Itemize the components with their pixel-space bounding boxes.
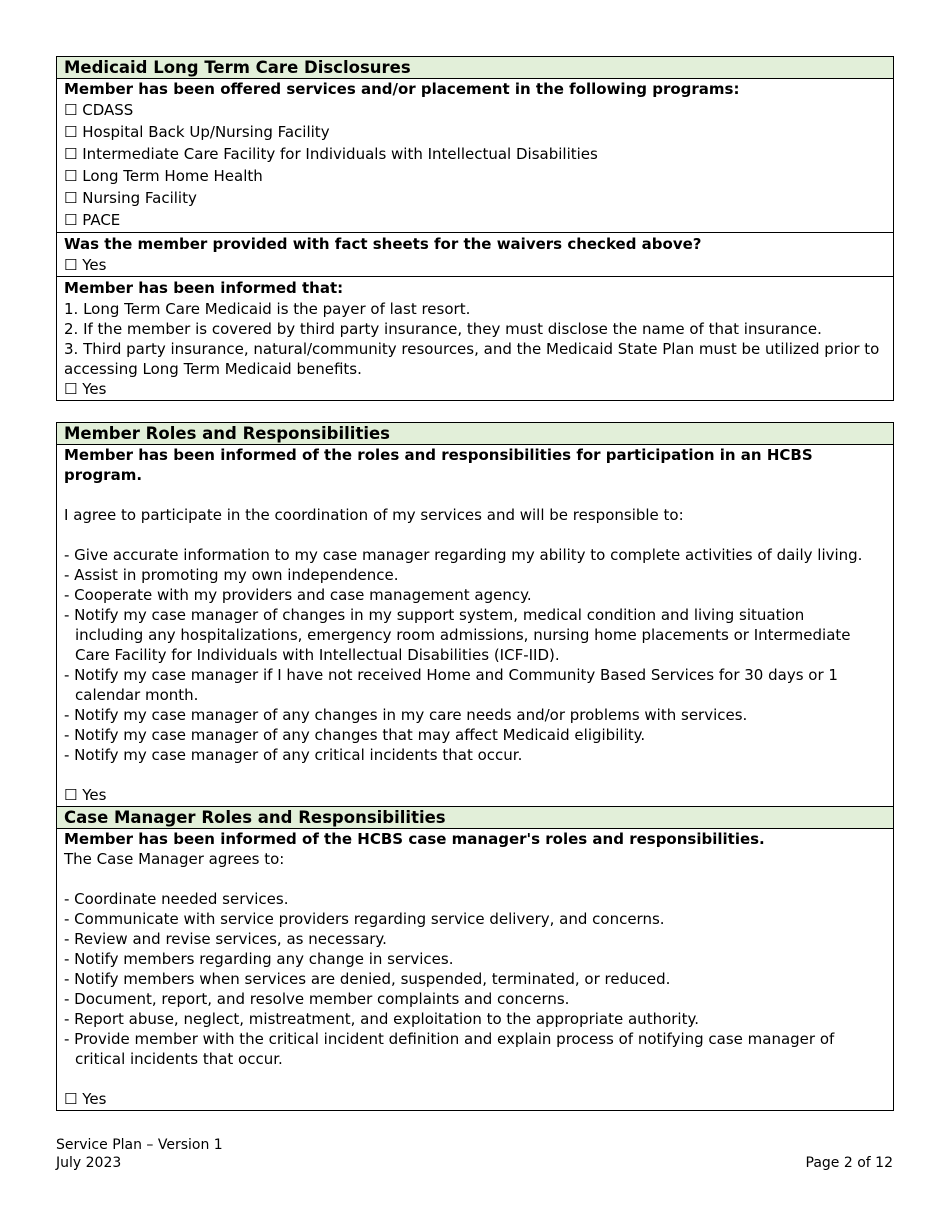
member-responsibility-item: - Assist in promoting my own independence. — [64, 566, 399, 584]
cm-responsibility-item: - Notify members regarding any change in services. — [64, 950, 454, 968]
member-responsibility-item: - Notify my case manager of any changes that may affect Medicaid eligibility. — [64, 726, 646, 744]
program-option-hospital-back-up[interactable] — [64, 121, 886, 143]
yes-label: Yes — [82, 786, 107, 804]
roles-table — [56, 422, 894, 1111]
cm-responsibility-item: - Document, report, and resolve member complaints and concerns. — [64, 990, 570, 1008]
program-label: CDASS — [82, 101, 134, 119]
cm-roles-informed-label: Member has been informed of the HCBS case manager's roles and responsibilities. — [64, 830, 765, 848]
informed-item: 1. Long Term Care Medicaid is the payer of last resort. — [64, 300, 471, 318]
checkbox[interactable]: ☐ — [64, 167, 78, 185]
program-option-icf[interactable] — [64, 143, 886, 165]
program-label: Intermediate Care Facility for Individuals with Intellectual Disabilities — [82, 145, 598, 163]
yes-label: Yes — [82, 1090, 107, 1108]
fact-sheets-question: Was the member provided with fact sheets for the waivers checked above? — [64, 235, 702, 253]
cm-responsibility-item: - Communicate with service providers regarding service delivery, and concerns. — [64, 910, 665, 928]
checkbox[interactable]: ☐ — [64, 786, 78, 804]
program-option-nursing-facility[interactable] — [64, 187, 886, 209]
cm-responsibility-item: - Review and revise services, as necessary. — [64, 930, 387, 948]
footer-doc-title: Service Plan – Version 1 — [56, 1137, 223, 1153]
informed-item: 3. Third party insurance, natural/community resources, and the Medicaid State Plan must be utilized prior to accessing Long Term Medicaid benefits. — [64, 340, 880, 378]
footer-date: July 2023 — [56, 1155, 122, 1171]
cm-roles-yes-option[interactable] — [64, 1089, 886, 1109]
member-responsibility-item: - Cooperate with my providers and case management agency. — [64, 586, 532, 604]
checkbox[interactable]: ☐ — [64, 189, 78, 207]
checkbox[interactable]: ☐ — [64, 211, 78, 229]
program-option-cdass[interactable] — [64, 99, 886, 121]
informed-label: Member has been informed that: — [64, 279, 344, 297]
member-agree-text: I agree to participate in the coordination of my services and will be responsible to: — [64, 506, 684, 524]
member-responsibility-item: - Give accurate information to my case manager regarding my ability to complete activities of daily living. — [64, 546, 863, 564]
cm-responsibility-item: - Coordinate needed services. — [64, 890, 289, 908]
checkbox[interactable]: ☐ — [64, 1090, 78, 1108]
ltc-disclosures-table — [56, 56, 894, 401]
page-footer — [56, 1136, 893, 1172]
cm-roles-section — [57, 829, 893, 1110]
program-option-pace[interactable] — [64, 209, 886, 231]
fact-sheets-yes-option[interactable] — [64, 255, 886, 275]
member-responsibility-item: - Notify my case manager if I have not received Home and Community Based Services for 30 days or 1 calendar month. — [64, 666, 838, 704]
yes-label: Yes — [82, 256, 107, 274]
programs-section — [57, 79, 893, 232]
informed-yes-option[interactable] — [64, 379, 886, 399]
cm-agree-text: The Case Manager agrees to: — [64, 850, 285, 868]
member-responsibility-item: - Notify my case manager of any changes in my care needs and/or problems with services. — [64, 706, 748, 724]
program-option-home-health[interactable] — [64, 165, 886, 187]
member-roles-yes-option[interactable] — [64, 785, 886, 805]
cm-roles-title: Case Manager Roles and Responsibilities — [57, 806, 893, 829]
checkbox[interactable]: ☐ — [64, 101, 78, 119]
member-roles-section — [57, 445, 893, 806]
checkbox[interactable]: ☐ — [64, 380, 78, 398]
program-label: Long Term Home Health — [82, 167, 263, 185]
yes-label: Yes — [82, 380, 107, 398]
ltc-disclosures-title: Medicaid Long Term Care Disclosures — [57, 57, 893, 79]
informed-section — [57, 276, 893, 400]
page-number: Page 2 of 12 — [805, 1155, 893, 1171]
cm-responsibility-item: - Report abuse, neglect, mistreatment, and exploitation to the appropriate authority. — [64, 1010, 699, 1028]
program-label: Hospital Back Up/Nursing Facility — [82, 123, 330, 141]
cm-responsibility-item: - Notify members when services are denied, suspended, terminated, or reduced. — [64, 970, 671, 988]
checkbox[interactable]: ☐ — [64, 145, 78, 163]
informed-item: 2. If the member is covered by third party insurance, they must disclose the name of that insurance. — [64, 320, 822, 338]
checkbox[interactable]: ☐ — [64, 123, 78, 141]
fact-sheets-section — [57, 232, 893, 276]
program-label: PACE — [82, 211, 121, 229]
cm-responsibility-item: - Provide member with the critical incident definition and explain process of notifying case manager of critical incidents that occur. — [64, 1030, 835, 1068]
member-roles-informed-label: Member has been informed of the roles and responsibilities for participation in an HCBS program. — [64, 446, 813, 484]
checkbox[interactable]: ☐ — [64, 256, 78, 274]
programs-offered-label: Member has been offered services and/or placement in the following programs: — [64, 80, 740, 98]
program-label: Nursing Facility — [82, 189, 197, 207]
member-responsibility-item: - Notify my case manager of any critical incidents that occur. — [64, 746, 523, 764]
member-roles-title: Member Roles and Responsibilities — [57, 423, 893, 445]
member-responsibility-item: - Notify my case manager of changes in my support system, medical condition and living situation including any hospitalizations, emergency room admissions, nursing home placements or Intermediate Care Facility for Individuals with Intellectual Disabilities (ICF-IID). — [64, 606, 851, 664]
